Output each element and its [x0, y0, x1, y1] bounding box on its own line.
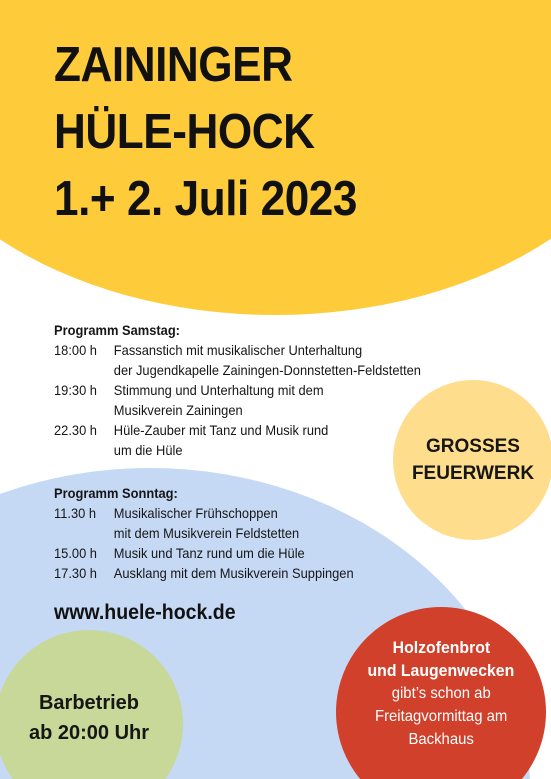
program-description [114, 420, 329, 460]
program-description-line: um die Hüle [113, 442, 183, 458]
program-time: 19:30 h [54, 382, 97, 398]
bread-text [336, 636, 546, 751]
program-saturday [54, 320, 421, 460]
program-description-line: Ausklang mit dem Musikverein Suppingen [113, 565, 354, 581]
program-entry [54, 380, 421, 420]
program-time: 15.00 h [54, 545, 97, 561]
program-entry [54, 563, 354, 583]
bread-line-2: und Laugenwecken [367, 661, 515, 680]
program-saturday-heading: Programm Samstag: [54, 322, 180, 338]
program-description-line: Hüle-Zauber mit Tanz und Musik rund [113, 422, 329, 438]
bar-line-1: Barbetrieb [38, 692, 140, 714]
program-description [114, 503, 299, 543]
program-time: 17.30 h [54, 565, 97, 581]
bread-line-4: Freitagvormittag am [374, 708, 508, 725]
bread-line-1: Holzofenbrot [392, 638, 490, 657]
program-entry [54, 503, 354, 543]
program-description-line: Fassanstich mit musikalischer Unterhaltung [113, 342, 363, 358]
program-description [114, 543, 305, 563]
headline-title-line-1: ZAININGER [54, 38, 293, 92]
program-time: 18:00 h [54, 342, 97, 358]
program-description-line: der Jugendkapelle Zainingen-Donnstetten-Feldstetten [113, 362, 421, 378]
program-description [114, 380, 324, 420]
program-time: 22.30 h [54, 422, 97, 438]
website-url: www.huele-hock.de [54, 601, 236, 624]
program-entry [54, 543, 354, 563]
program-description [114, 563, 354, 583]
bar-text [0, 688, 183, 748]
poster-headline [54, 32, 357, 233]
bar-line-2: ab 20:00 Uhr [28, 722, 150, 744]
program-description-line: mit dem Musikverein Feldstetten [113, 525, 300, 541]
program-entry [54, 420, 421, 460]
headline-date: 1.+ 2. Juli 2023 [54, 172, 357, 226]
program-description-line: Musikalischer Frühschoppen [113, 505, 278, 521]
bread-line-5: Backhaus [408, 731, 474, 748]
fireworks-line-2: FEUERWERK [411, 463, 535, 484]
fireworks-text [393, 380, 551, 540]
program-description-line: Musikverein Zainingen [113, 402, 243, 418]
headline-title-line-2: HÜLE-HOCK [54, 105, 315, 159]
program-description [114, 340, 421, 380]
fireworks-line-1: GROSSES [426, 436, 520, 457]
program-time: 11.30 h [54, 505, 97, 521]
program-description-line: Stimmung und Unterhaltung mit dem [113, 382, 324, 398]
program-sunday-heading: Programm Sonntag: [54, 485, 178, 501]
bread-line-3: gibt’s schon ab [391, 685, 491, 702]
program-entry [54, 340, 421, 380]
program-description-line: Musik und Tanz rund um die Hüle [113, 545, 305, 561]
program-sunday [54, 483, 354, 583]
